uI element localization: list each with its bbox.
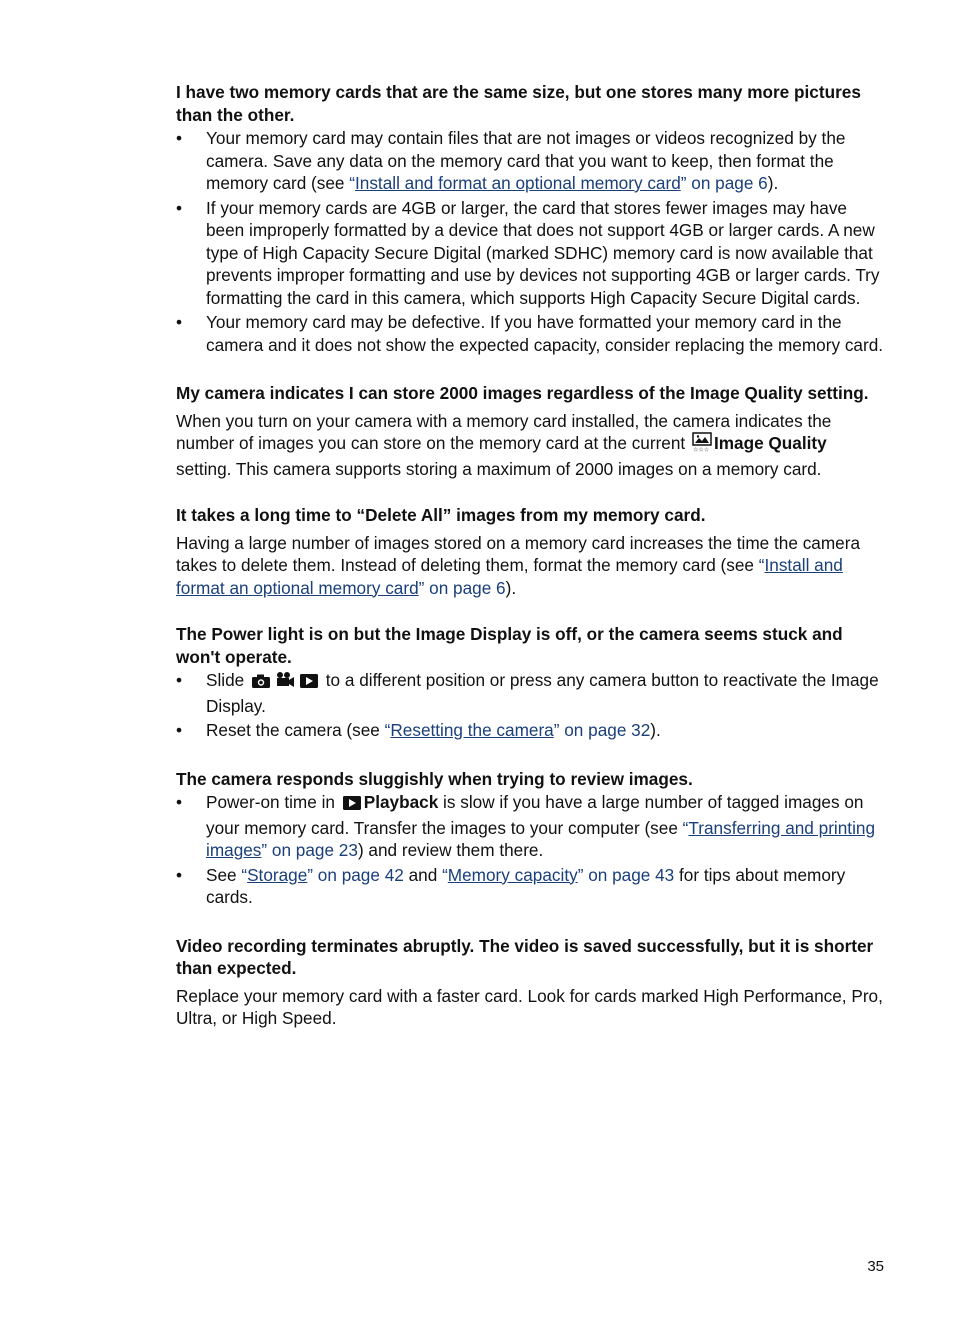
section-heading-delete-all: It takes a long time to “Delete All” images from my memory card. <box>176 505 706 525</box>
section-heading-two-cards: I have two memory cards that are the same size, but one stores many more pictures than the other. <box>176 82 861 125</box>
list-item: • Your memory card may contain files that are not images or videos recognized by the camera. Save any data on the memory card that you want to keep, then format the memory card (see “Install and format an optional memory card” on page 6). <box>176 128 846 193</box>
bullet-list <box>176 791 886 909</box>
link-resetting-camera[interactable]: “Resetting the camera” on page 32 <box>384 720 651 740</box>
section-heading-2000-images: My camera indicates I can store 2000 images regardless of the Image Quality setting. <box>176 383 869 403</box>
bullet: • <box>176 128 183 148</box>
section-heading-power-light: The Power light is on but the Image Display is off, or the camera seems stuck and won't operate. <box>176 624 843 667</box>
bullet: • <box>176 792 183 812</box>
bullet: • <box>176 312 183 332</box>
list-item: • Slide to a different position or press any camera button to reactivate the Image Display. <box>176 670 879 716</box>
section-heading-sluggish: The camera responds sluggishly when trying to review images. <box>176 768 693 789</box>
bullet-list <box>176 127 886 356</box>
paragraph: Replace your memory card with a faster card. Look for cards marked High Performance, Pro, Ultra, or High Speed. <box>176 985 883 1028</box>
svg-text:☆☆☆: ☆☆☆ <box>692 446 710 452</box>
paragraph: When you turn on your camera with a memory card installed, the camera indicates the number of images you can store on the memory card at the current ☆☆☆ Image Quality setting. This camera supports storing a maximum of 2000 images on a memory card. <box>176 410 832 479</box>
playback-icon <box>342 794 362 817</box>
bullet: • <box>176 197 183 218</box>
link-transferring-printing[interactable]: “Transferring and printing images” on page 23 <box>206 817 876 860</box>
image-quality-icon <box>692 432 712 458</box>
list-item: • Reset the camera (see “Resetting the camera” on page 32). <box>176 720 661 740</box>
camera-icon <box>251 672 271 695</box>
bullet: • <box>176 864 183 885</box>
list-item: • If your memory cards are 4GB or larger, the card that stores fewer images may have been improperly formatted by a device that does not support 4GB or larger cards. A new type of High Capacity Secure Digital (marked SDHC) memory card is now available that prevents improper formatting and use by devices not supporting 4GB or larger cards. Try formatting the card in this camera, which supports High Capacity Secure Digital cards. <box>176 197 880 308</box>
link-install-format-card[interactable]: “Install and format an optional memory card” on page 6 <box>176 555 843 598</box>
video-camera-icon <box>275 671 295 695</box>
section-heading-video-terminates: Video recording terminates abruptly. The video is saved successfully, but it is shorter than expected. <box>176 935 874 978</box>
document-body <box>176 81 886 1030</box>
link-storage[interactable]: “Storage” on page 42 <box>241 864 404 885</box>
page-number: 35 <box>867 1258 884 1275</box>
bullet: • <box>176 720 183 740</box>
list-item: • Power-on time in Playback is slow if you have a large number of tagged images on your memory card. Transfer the images to your computer (see “Transferring and printing images” on page 23) and review them there. <box>176 792 876 860</box>
link-memory-capacity[interactable]: “Memory capacity” on page 43 <box>442 864 675 885</box>
playback-icon <box>299 672 319 695</box>
bullet-list <box>176 669 886 742</box>
paragraph: Having a large number of images stored on a memory card increases the time the camera takes to delete them. Instead of deleting them, format the memory card (see “Install and format an optional memory card” on page 6). <box>176 532 861 598</box>
list-item: • See “Storage” on page 42 and “Memory capacity” on page 43 for tips about memory cards. <box>176 864 846 907</box>
link-install-format-card[interactable]: “Install and format an optional memory card” on page 6 <box>349 173 768 193</box>
bullet: • <box>176 670 183 690</box>
list-item: • Your memory card may be defective. If you have formatted your memory card in the camera and it does not show the expected capacity, consider replacing the memory card. <box>176 312 884 355</box>
